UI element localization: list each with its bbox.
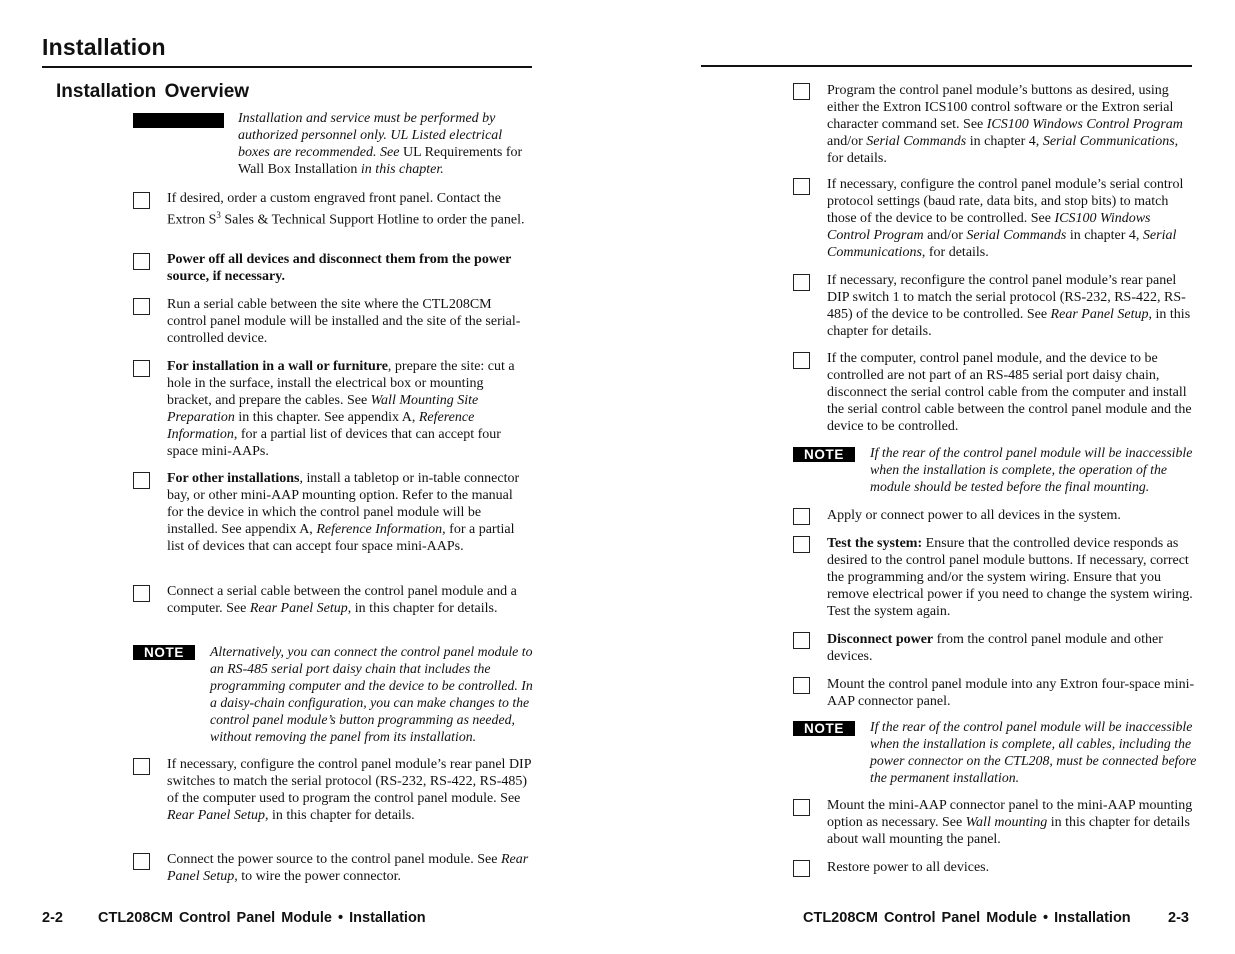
step-text: Test the system: Ensure that the controlled device responds as desired to the control panel module buttons. If necessary, correct the programming and/or the system wiring. Ensure that you remove electrical power if you need to change the system wiring. Test the system again. bbox=[827, 536, 1193, 619]
step-text: Mount the control panel module into any Extron four-space mini-AAP connector panel. bbox=[827, 677, 1195, 709]
note-label: NOTE bbox=[793, 447, 855, 462]
right-page bbox=[617, 0, 1235, 954]
step-text: If the computer, control panel module, and the device to be controlled are not part of an RS-485 serial port daisy chain, disconnect the serial control cable from the computer and install the serial control cable between the control panel module and the device to be controlled. bbox=[827, 351, 1192, 434]
step-text: If necessary, configure the control panel module’s rear panel DIP switches to match the serial protocol (RS-232, RS-422, RS-485) of the computer used to program the control panel module. See Rear Panel Setup, in this chapter for details. bbox=[167, 757, 531, 823]
step-checkbox[interactable] bbox=[793, 83, 810, 100]
header-rule bbox=[42, 66, 532, 68]
step-text: Apply or connect power to all devices in the system. bbox=[827, 508, 1121, 523]
note-label: NOTE bbox=[133, 645, 195, 660]
step-text: Connect a serial cable between the control panel module and a computer. See Rear Panel Setup, in this chapter for details. bbox=[167, 584, 517, 616]
step-checkbox[interactable] bbox=[133, 253, 150, 270]
note-label: NOTE bbox=[793, 721, 855, 736]
step-checkbox[interactable] bbox=[133, 758, 150, 775]
step-checkbox[interactable] bbox=[793, 178, 810, 195]
step-checkbox[interactable] bbox=[133, 360, 150, 377]
step-checkbox[interactable] bbox=[133, 472, 150, 489]
step-checkbox[interactable] bbox=[793, 274, 810, 291]
step-checkbox[interactable] bbox=[133, 585, 150, 602]
step-checkbox[interactable] bbox=[793, 352, 810, 369]
step-text: If necessary, reconfigure the control panel module’s rear panel DIP switch 1 to match the serial protocol (RS-232, RS-422, RS-485) of the device to be controlled. See Rear Panel Setup, in this chapter for details. bbox=[827, 273, 1191, 339]
step-text: Mount the mini-AAP connector panel to the mini-AAP mounting option as necessary. See Wall mounting in this chapter for details about wall mounting the panel. bbox=[827, 798, 1193, 847]
footer-title: CTL208CM Control Panel Module • Installation bbox=[98, 910, 426, 926]
step-checkbox[interactable] bbox=[793, 632, 810, 649]
step-text: Connect the power source to the control panel module. See Rear Panel Setup, to wire the power connector. bbox=[167, 852, 529, 884]
footer-page-number: 2-3 bbox=[1168, 910, 1189, 926]
step-checkbox[interactable] bbox=[133, 298, 150, 315]
footer-page-number: 2-2 bbox=[42, 910, 63, 926]
step-checkbox[interactable] bbox=[793, 508, 810, 525]
step-text: For installation in a wall or furniture, prepare the site: cut a hole in the surface, install the electrical box or mounting bracket, and prepare the cables. See Wall Mounting Site Preparation in this chapter. See appendix A, Reference Information, for a partial list of devices that can accept four space mini-AAPs. bbox=[167, 359, 515, 459]
step-checkbox[interactable] bbox=[793, 799, 810, 816]
step-text: If desired, order a custom engraved front panel. Contact the Extron $S^3$ Sales & Technical Support Hotline to order the panel. bbox=[167, 191, 525, 228]
note-text: Alternatively, you can connect the control panel module to an RS-485 serial port daisy chain that includes the programming computer and the device to be controlled. In a daisy-chain configuration, you can make changes to the control panel module’s button programming as needed, without removing the panel from its installation. bbox=[210, 644, 533, 744]
step-checkbox[interactable] bbox=[793, 677, 810, 694]
header-rule bbox=[701, 65, 1192, 67]
warning-label-box bbox=[133, 113, 224, 128]
step-text: Power off all devices and disconnect them from the power source, if necessary. bbox=[167, 252, 512, 284]
step-checkbox[interactable] bbox=[133, 853, 150, 870]
step-checkbox[interactable] bbox=[793, 860, 810, 877]
step-checkbox[interactable] bbox=[793, 536, 810, 553]
note-text: If the rear of the control panel module will be inaccessible when the installation is complete, the operation of the module should be tested before the final mounting. bbox=[870, 445, 1193, 494]
chapter-title: Installation bbox=[42, 34, 166, 60]
section-title: Installation Overview bbox=[56, 81, 250, 102]
step-checkbox[interactable] bbox=[133, 192, 150, 209]
left-page bbox=[0, 0, 617, 954]
footer-title: CTL208CM Control Panel Module • Installation bbox=[803, 910, 1131, 926]
step-text: Program the control panel module’s buttons as desired, using either the Extron ICS100 control software or the Extron serial character command set. See ICS100 Windows Control Program and/or Serial Commands in chapter 4, Serial Communications, for details. bbox=[827, 83, 1183, 166]
note-text: If the rear of the control panel module will be inaccessible when the installation is complete, all cables, including the power connector on the CTL208, must be connected before the permanent installation. bbox=[870, 719, 1197, 785]
step-text: Run a serial cable between the site where the CTL208CM control panel module will be installed and the site of the serial-controlled device. bbox=[167, 297, 521, 346]
step-text: For other installations, install a tabletop or in-table connector bay, or other mini-AAP mounting option. Refer to the manual for the device in which the control panel module will be installed. See appendix A, Reference Information, for a partial list of devices that can accept four space mini-AAPs. bbox=[167, 471, 520, 554]
step-text: If necessary, configure the control panel module’s serial control protocol settings (baud rate, data bits, and stop bits) to match those of the device to be controlled. See ICS100 Windows Control Program and/or Serial Commands in chapter 4, Serial Communications, for details. bbox=[827, 177, 1184, 260]
step-text: Restore power to all devices. bbox=[827, 860, 990, 875]
warning-text: Installation and service must be performed by authorized personnel only. UL Listed electrical boxes are recommended. See UL Requirements for Wall Box Installation in this chapter. bbox=[238, 111, 523, 177]
step-text: Disconnect power from the control panel module and other devices. bbox=[827, 632, 1163, 664]
